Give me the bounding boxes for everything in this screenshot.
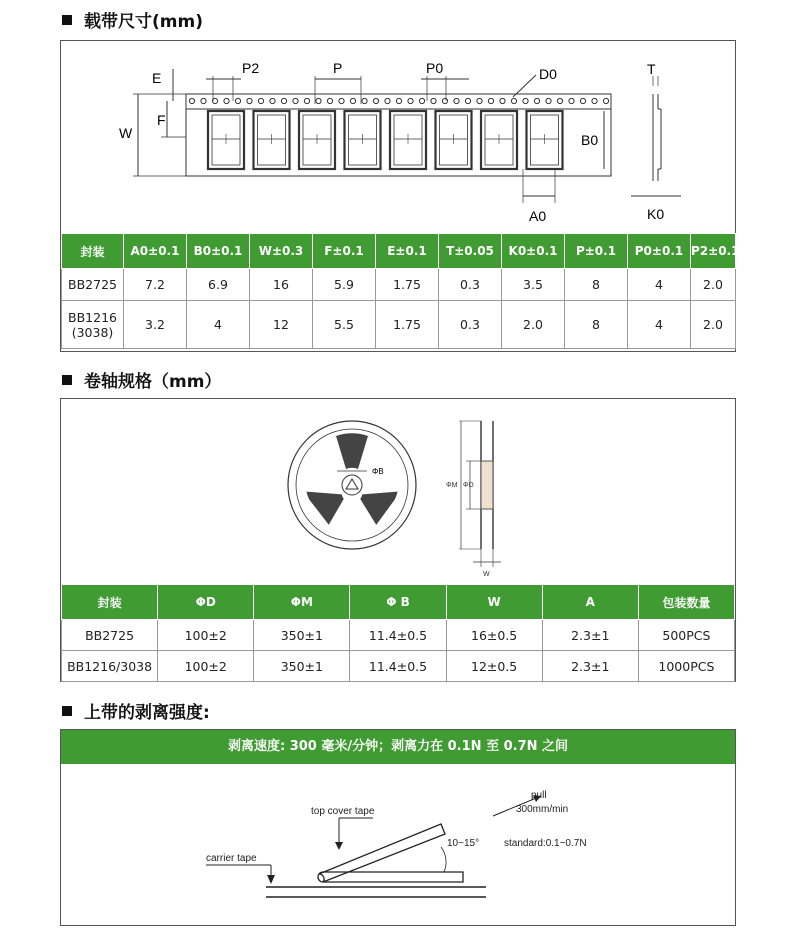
sprocket-hole	[431, 98, 436, 103]
label-e: E	[152, 70, 162, 86]
peel-drawing	[61, 764, 735, 924]
bullet-square-icon	[62, 15, 72, 25]
tape-dimension-box	[60, 40, 740, 352]
label-a0: A0	[529, 208, 547, 224]
table-row	[62, 620, 735, 651]
tape-cell: 8	[565, 301, 628, 349]
tape-section-title: 载带尺寸(mm)	[62, 7, 203, 32]
pocket	[436, 111, 472, 169]
tape-cell: 12	[250, 301, 313, 349]
reel-cell: 100±2	[158, 651, 254, 682]
label-t: T	[647, 61, 656, 77]
sprocket-holes	[189, 98, 608, 103]
reel-header-cell: A	[542, 585, 638, 620]
tape-header-cell: P±0.1	[565, 234, 628, 269]
tape-cell: 8	[565, 269, 628, 301]
label-p: P	[333, 60, 343, 76]
peel-strength-box	[60, 729, 736, 926]
tape-cell: 16	[250, 269, 313, 301]
tape-cell: 2.0	[691, 269, 736, 301]
reel-cell: 1000PCS	[638, 651, 734, 682]
pocket	[208, 111, 244, 169]
tape-header-cell: F±0.1	[313, 234, 376, 269]
reel-header-cell: 包装数量	[638, 585, 734, 620]
sprocket-hole	[327, 98, 332, 103]
tape-table-header	[62, 234, 736, 269]
reel-front-view	[288, 421, 416, 549]
pocket	[527, 111, 563, 169]
reel-header-cell: ΦD	[158, 585, 254, 620]
reel-cell: 350±1	[254, 651, 350, 682]
label-pull: pull	[531, 790, 547, 801]
reel-cell: BB1216/3038	[62, 651, 158, 682]
label-p2: P2	[242, 60, 260, 76]
reel-cell: 500PCS	[638, 620, 734, 651]
sprocket-hole	[201, 98, 206, 103]
tape-cell: 2.0	[691, 301, 736, 349]
reel-cell: 350±1	[254, 620, 350, 651]
tape-drawing	[61, 41, 735, 233]
reel-cell: 11.4±0.5	[350, 651, 446, 682]
sprocket-hole	[247, 98, 252, 103]
tape-cell: 4	[187, 301, 250, 349]
sprocket-hole	[442, 98, 447, 103]
pocket	[299, 111, 335, 169]
sprocket-hole	[316, 98, 321, 103]
sprocket-hole	[465, 98, 470, 103]
label-speed: 300mm/min	[516, 804, 569, 815]
tape-cell: 1.75	[376, 301, 439, 349]
sprocket-hole	[385, 98, 390, 103]
pockets	[208, 111, 563, 169]
bullet-square-icon	[62, 706, 72, 716]
tape-header-cell: W±0.3	[250, 234, 313, 269]
sprocket-hole	[546, 98, 551, 103]
peel-section-title: 上带的剥离强度:	[62, 698, 210, 723]
label-angle: 10~15°	[447, 838, 480, 849]
tape-cell: 5.9	[313, 269, 376, 301]
reel-side-view	[459, 421, 501, 567]
reel-cell: 2.3±1	[542, 620, 638, 651]
label-phi-m: ΦM	[446, 482, 458, 489]
tape-header-cell: 封装	[62, 234, 124, 269]
sprocket-hole	[500, 98, 505, 103]
reel-cell: 100±2	[158, 620, 254, 651]
tape-cell: 4	[628, 301, 691, 349]
reel-spec-table	[61, 584, 735, 682]
tape-cell: BB2725	[62, 269, 124, 301]
reel-spec-box	[60, 398, 736, 682]
reel-table-header	[62, 585, 735, 620]
sprocket-hole	[603, 98, 608, 103]
sprocket-hole	[362, 98, 367, 103]
reel-header-cell: Φ B	[350, 585, 446, 620]
tape-header-cell: T±0.05	[439, 234, 502, 269]
sprocket-hole	[281, 98, 286, 103]
sprocket-hole	[511, 98, 516, 103]
label-b0: B0	[581, 132, 599, 148]
sprocket-hole	[592, 98, 597, 103]
sprocket-hole	[396, 98, 401, 103]
sprocket-hole	[350, 98, 355, 103]
table-row	[62, 269, 736, 301]
sprocket-hole	[224, 98, 229, 103]
sprocket-hole	[339, 98, 344, 103]
tape-dimension-table	[61, 233, 740, 349]
table-row	[62, 301, 736, 349]
sprocket-hole	[580, 98, 585, 103]
reel-cell: 11.4±0.5	[350, 620, 446, 651]
sprocket-hole	[557, 98, 562, 103]
sprocket-hole	[419, 98, 424, 103]
sprocket-hole	[189, 98, 194, 103]
table-row	[62, 651, 735, 682]
peel-banner: 剥离速度: 300 毫米/分钟；剥离力在 0.1N 至 0.7N 之间	[61, 730, 735, 764]
label-phi-d: ΦD	[463, 482, 474, 489]
sprocket-hole	[258, 98, 263, 103]
tape-cell: 2.0	[502, 301, 565, 349]
label-reel-w: W	[483, 571, 490, 578]
label-top-cover-tape: top cover tape	[311, 806, 375, 817]
reel-cell: 2.3±1	[542, 651, 638, 682]
sprocket-hole	[293, 98, 298, 103]
tape-cell: 7.2	[124, 269, 187, 301]
label-standard: standard:0.1~0.7N	[504, 838, 587, 849]
sprocket-hole	[304, 98, 309, 103]
tape-header-cell: P0±0.1	[628, 234, 691, 269]
tape-cell: 6.9	[187, 269, 250, 301]
reel-header-cell: W	[446, 585, 542, 620]
tape-cell: 1.75	[376, 269, 439, 301]
pocket	[481, 111, 517, 169]
reel-header-cell: 封装	[62, 585, 158, 620]
reel-drawing	[61, 399, 735, 584]
sprocket-hole	[523, 98, 528, 103]
sprocket-hole	[270, 98, 275, 103]
tape-cell: 5.5	[313, 301, 376, 349]
tape-header-cell: B0±0.1	[187, 234, 250, 269]
pocket	[254, 111, 290, 169]
sprocket-hole	[569, 98, 574, 103]
bullet-square-icon	[62, 375, 72, 385]
sprocket-hole	[534, 98, 539, 103]
label-carrier-tape: carrier tape	[206, 853, 257, 864]
reel-cell: BB2725	[62, 620, 158, 651]
sprocket-hole	[454, 98, 459, 103]
reel-section-title: 卷轴规格（mm）	[62, 367, 221, 392]
sprocket-hole	[408, 98, 413, 103]
reel-cell: 12±0.5	[446, 651, 542, 682]
label-w: W	[119, 125, 133, 141]
tape-header-cell: P2±0.1	[691, 234, 736, 269]
tape-header-cell: E±0.1	[376, 234, 439, 269]
label-f: F	[157, 112, 166, 128]
label-d0: D0	[539, 66, 557, 82]
tape-cell: 3.5	[502, 269, 565, 301]
label-k0: K0	[647, 206, 665, 222]
reel-header-cell: ΦM	[254, 585, 350, 620]
sprocket-hole	[477, 98, 482, 103]
tape-cell: 4	[628, 269, 691, 301]
tape-cell: 0.3	[439, 301, 502, 349]
tape-cell: BB1216 (3038)	[62, 301, 124, 349]
tape-cell: 0.3	[439, 269, 502, 301]
label-phi-b: ΦB	[372, 467, 384, 476]
pocket	[345, 111, 381, 169]
reel-cell: 16±0.5	[446, 620, 542, 651]
sprocket-hole	[373, 98, 378, 103]
sprocket-hole	[235, 98, 240, 103]
pocket	[390, 111, 426, 169]
tape-cell: 3.2	[124, 301, 187, 349]
label-p0: P0	[426, 60, 444, 76]
tape-header-cell: A0±0.1	[124, 234, 187, 269]
sprocket-hole	[488, 98, 493, 103]
tape-header-cell: K0±0.1	[502, 234, 565, 269]
